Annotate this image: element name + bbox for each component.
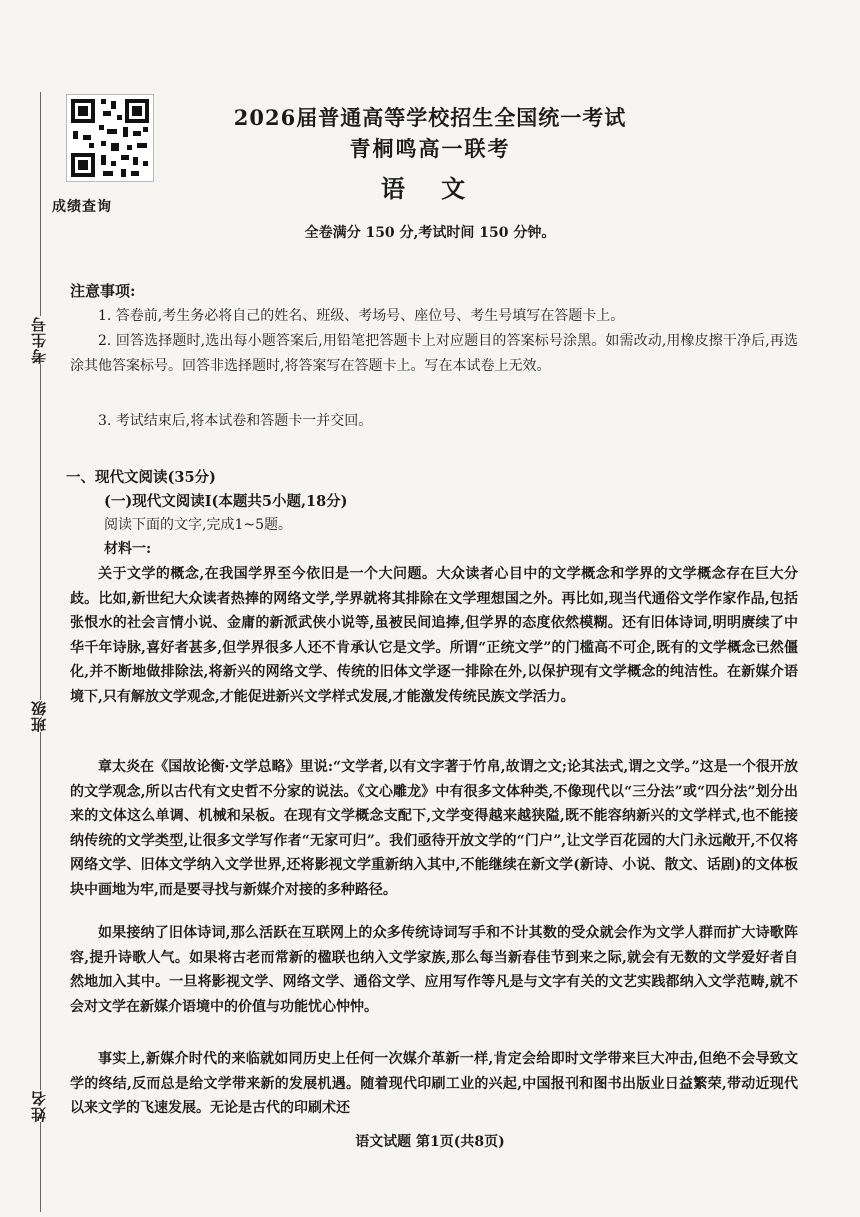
article-paragraph: 章太炎在《国故论衡·文学总略》里说:“文学者,以有文字著于竹帛,故谓之文;论其法式,谓之文学。”这是一个很开放的文学观念,所以古代有文史哲不分家的说法。《文心雕龙》中有很多文体种类,不像现代以“三分法”或“四分法”划分出来的文体这么单调、机械和呆板。在现有文学概念支配下,文学变得越来越狭隘,既不能容纳新兴的文学样式,也不能接纳传统的文学类型,让很多文学写作者“无家可归”。我们亟待开放文学的“门户”,让文学百花园的大门永远敞开,不仅将网络文学、旧体文学纳入文学世界,还将影视文学重新纳入其中,不能继续在新文学(新诗、小说、散文、话剧)的文体板块中画地为牢,而是要寻找与新媒介对接的多种路径。 xyxy=(70,759,798,898)
exam-title: 2026届普通高等学校招生全国统一考试 xyxy=(233,105,627,130)
section-subheading: (一)现代文阅读Ⅰ(本题共5小题,18分) xyxy=(104,493,348,510)
notice-item: 2. 回答选择题时,选出每小题答案后,用铅笔把答题卡上对应题目的答案标号涂黑。如需改动,用橡皮擦干净后,再选涂其他答案标号。回答非选择题时,将答案写在答题卡上。写在本试卷上无效。 xyxy=(70,333,798,374)
material-label: 材料一: xyxy=(104,541,152,557)
article-paragraph: 如果接纳了旧体诗词,那么活跃在互联网上的众多传统诗词写手和不计其数的受众就会作为文学人群而扩大诗歌阵容,提升诗歌人气。如果将古老而常新的楹联也纳入文学家族,那么每当新春佳节到来之际,就会有无数的文学爱好者自然地加入其中。一旦将影视文学、网络文学、通俗文学、应用写作等凡是与文字有关的文艺实践都纳入文学范畴,就不会对文学在新媒介语境中的价值与功能忧心忡忡。 xyxy=(70,925,798,1015)
subject-title: 语 文 xyxy=(380,174,480,203)
instruction: 阅读下面的文字,完成1~5题。 xyxy=(104,517,292,533)
page-footer: 语文试题 第1页(共8页) xyxy=(355,1134,505,1150)
article-paragraph: 事实上,新媒介时代的来临就如同历史上任何一次媒介革新一样,肯定会给即时文学带来巨大冲击,但绝不会导致文学的终结,反而总是给文学带来新的发展机遇。随着现代印刷工业的兴起,中国报刊和图书出版业日益繁荣,带动近现代以来文学的飞速发展。无论是古代的印刷术还 xyxy=(70,1051,798,1117)
exam-subtitle: 青桐鸣高一联考 xyxy=(349,136,511,161)
notice-title: 注意事项: xyxy=(70,282,136,300)
class-label: 班级 xyxy=(30,700,48,732)
notice-item: 3. 考试结束后,将本试卷和答题卡一并交回。 xyxy=(98,413,373,429)
exam-number-label: 考生号 xyxy=(30,316,48,364)
binding-line xyxy=(40,92,41,1212)
qr-caption: 成绩查询 xyxy=(52,199,112,215)
notice-item: 1. 答卷前,考生务必将自己的姓名、班级、考场号、座位号、考生号填写在答题卡上。 xyxy=(98,308,625,324)
exam-info: 全卷满分 150 分,考试时间 150 分钟。 xyxy=(304,225,556,241)
name-label: 姓名 xyxy=(30,1090,48,1122)
section-heading: 一、现代文阅读(35分) xyxy=(66,469,216,486)
article-paragraph: 关于文学的概念,在我国学界至今依旧是一个大问题。大众读者心目中的文学概念和学界的文学概念存在巨大分歧。比如,新世纪大众读者热捧的网络文学,学界就将其排除在文学理想国之外。再比如,现当代通俗文学作家作品,包括张恨水的社会言情小说、金庸的新派武侠小说等,虽被民间追捧,但学界的态度依然模糊。还有旧体诗词,明明赓续了中华千年诗脉,喜好者甚多,但学界很多人还不肯承认它是文学。所谓“正统文学”的门槛高不可企,既有的文学概念已然僵化,并不断地做排除法,将新兴的网络文学、传统的旧体文学逐一排除在外,以保护现有文学概念的纯洁性。在新媒介语境下,只有解放文学观念,才能促进新兴文学样式发展,才能激发传统民族文学活力。 xyxy=(70,566,798,705)
